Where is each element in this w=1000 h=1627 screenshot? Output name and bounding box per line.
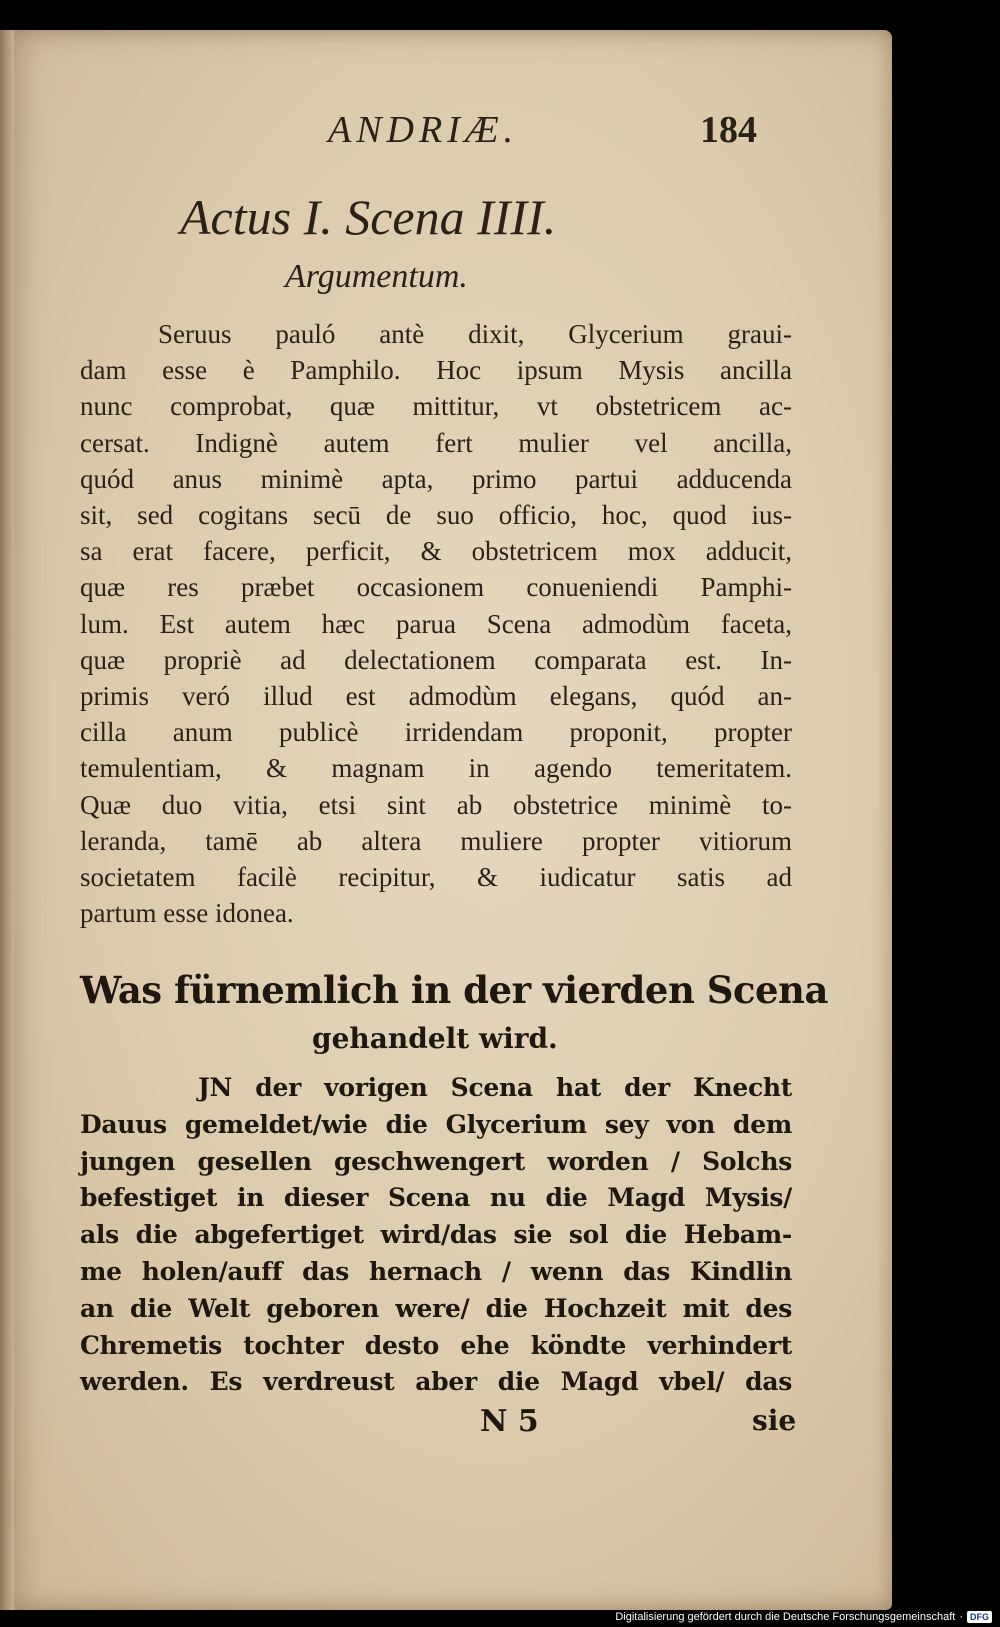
text-line: temulentiam, & magnam in agendo temeritatem. — [80, 753, 792, 784]
text-line: jungen gesellen geschwengert worden / Solchs — [80, 1146, 792, 1176]
digitization-footer: Digitalisierung gefördert durch die Deutsche Forschungsgemeinschaft · DFG — [615, 1611, 992, 1623]
text-line: quód anus minimè apta, primo partui adducenda — [80, 463, 792, 494]
text-line: partum esse idonea. — [80, 898, 294, 929]
text-line: dam esse è Pamphilo. Hoc ipsum Mysis ancilla — [80, 355, 792, 386]
latin-argument-text — [80, 316, 792, 931]
german-summary-text — [80, 1070, 792, 1401]
text-line: sit, sed cogitans secū de suo officio, hoc, quod ius- — [80, 500, 792, 531]
text-line: cilla anum publicè irridendam proponit, propter — [80, 717, 792, 748]
running-header — [0, 108, 892, 168]
text-line: Chremetis tochter desto ehe köndte verhindert — [80, 1330, 792, 1360]
book-page — [0, 30, 892, 1610]
signature-mark: N 5 — [480, 1404, 539, 1439]
text-line: befestiget in dieser Scena nu die Magd Mysis/ — [80, 1183, 792, 1213]
text-line: quæ propriè ad delectationem comparata est. In- — [80, 644, 792, 675]
text-line: nunc comprobat, quæ mittitur, vt obstetricem ac- — [80, 391, 792, 422]
text-line: me holen/auff das hernach / wenn das Kindlin — [80, 1256, 792, 1286]
scene-heading: Actus I. Scena IIII. — [180, 189, 557, 245]
text-line: cersat. Indignè autem fert mulier vel ancilla, — [80, 427, 792, 458]
text-line: quæ res præbet occasionem conueniendi Pamphi- — [80, 572, 792, 603]
page-number: 184 — [700, 109, 757, 151]
text-line: werden. Es verdreust aber die Magd vbel/ das — [80, 1367, 792, 1397]
text-line: sa erat facere, perficit, & obstetricem mox adducit, — [80, 536, 792, 567]
text-line: JN der vorigen Scena hat der Knecht — [198, 1073, 792, 1102]
text-line: als die abgefertiget wird/das sie sol die Hebam- — [80, 1220, 792, 1250]
text-line: an die Welt geboren were/ die Hochzeit mit des — [80, 1293, 792, 1323]
footer-credit: Digitalisierung gefördert durch die Deutsche Forschungsgemeinschaft — [615, 1611, 956, 1623]
dfg-logo-icon: DFG — [967, 1611, 992, 1623]
text-line: societatem facilè recipitur, & iudicatur satis ad — [80, 862, 792, 893]
book-spine — [0, 30, 14, 1610]
argument-heading: Argumentum. — [285, 258, 468, 295]
text-line: Quæ duo vitia, etsi sint ab obstetrice minimè to- — [80, 789, 792, 820]
text-line: Seruus pauló antè dixit, Glycerium graui- — [158, 319, 792, 349]
german-heading: Was fürnemlich in der vierden Scena — [80, 968, 828, 1012]
text-line: Dauus gemeldet/wie die Glycerium sey von dem — [80, 1109, 792, 1139]
running-title: ANDRIÆ. — [328, 109, 519, 151]
text-line: primis veró illud est admodùm elegans, quód an- — [80, 681, 792, 712]
text-line: leranda, tamē ab altera muliere propter vitiorum — [80, 825, 792, 856]
german-subheading: gehandelt wird. — [312, 1022, 558, 1055]
text-line: lum. Est autem hæc parua Scena admodùm faceta, — [80, 608, 792, 639]
catchword: sie — [752, 1404, 797, 1437]
